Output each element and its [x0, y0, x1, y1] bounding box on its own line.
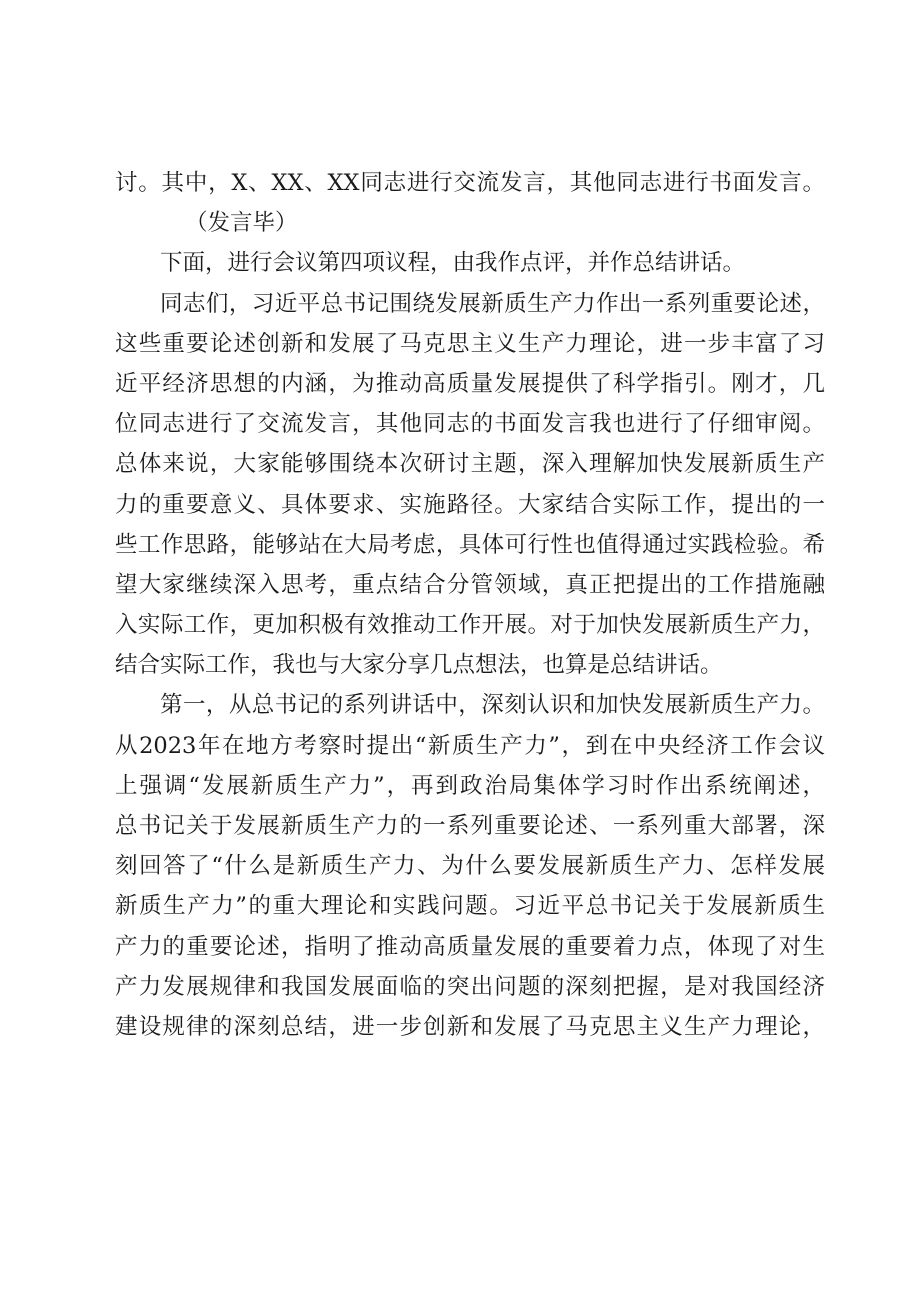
text-line-17: 总书记关于发展新质生产力的一系列重要论述、一系列重大部署，深 [115, 813, 825, 839]
text-line-5: 这些重要论述创新和发展了马克思主义生产力理论，进一步丰富了习 [115, 330, 825, 357]
text-line-3: 下面，进行会议第四项议程，由我作点评，并作总结讲话。 [160, 250, 746, 277]
text-line-7: 位同志进行了交流发言，其他同志的书面发言我也进行了仔细审阅。 [115, 411, 825, 438]
text-line-10: 些工作思路，能够站在大局考虑，具体可行性也值得通过实践检验。希 [115, 531, 825, 558]
text-line-2: （发言毕） [185, 210, 298, 237]
text-line-6: 近平经济思想的内涵，为推动高质量发展提供了科学指引。刚才，几 [115, 370, 825, 397]
text-line-20: 产力的重要论述，指明了推动高质量发展的重要着力点，体现了对生 [115, 933, 825, 960]
text-line-14: 第一，从总书记的系列讲话中，深刻认识和加快发展新质生产力。 [160, 692, 825, 719]
text-line-19: 新质生产力”的重大理论和实践问题。习近平总书记关于发展新质生 [115, 893, 825, 920]
document-body [115, 163, 825, 1047]
text-line-4: 同志们，习近平总书记围绕发展新质生产力作出一系列重要论述， [160, 290, 825, 317]
text-line-12: 入实际工作，更加积极有效推动工作开展。对于加快发展新质生产力， [115, 612, 825, 639]
text-line-9: 力的重要意义、具体要求、实施路径。大家结合实际工作，提出的一 [115, 491, 825, 518]
text-line-21: 产力发展规律和我国发展面临的突出问题的深刻把握，是对我国经济 [115, 973, 825, 1000]
text-line-22: 建设规律的深刻总结，进一步创新和发展了马克思主义生产力理论， [115, 1013, 825, 1040]
text-line-1: 讨。其中，X、XX、XX同志进行交流发言，其他同志进行书面发言。 [115, 170, 825, 196]
text-line-8: 总体来说，大家能够围绕本次研讨主题，深入理解加快发展新质生产 [115, 451, 825, 478]
text-line-16: 上强调“发展新质生产力”，再到政治局集体学习时作出系统阐述， [115, 772, 825, 799]
text-line-11: 望大家继续深入思考，重点结合分管领域，真正把提出的工作措施融 [115, 571, 825, 598]
text-line-15: 从2023年在地方考察时提出“新质生产力”，到在中央经济工作会议 [115, 732, 825, 759]
text-line-18: 刻回答了“什么是新质生产力、为什么要发展新质生产力、怎样发展 [115, 853, 825, 880]
text-line-13: 结合实际工作，我也与大家分享几点想法，也算是总结讲话。 [115, 652, 723, 679]
